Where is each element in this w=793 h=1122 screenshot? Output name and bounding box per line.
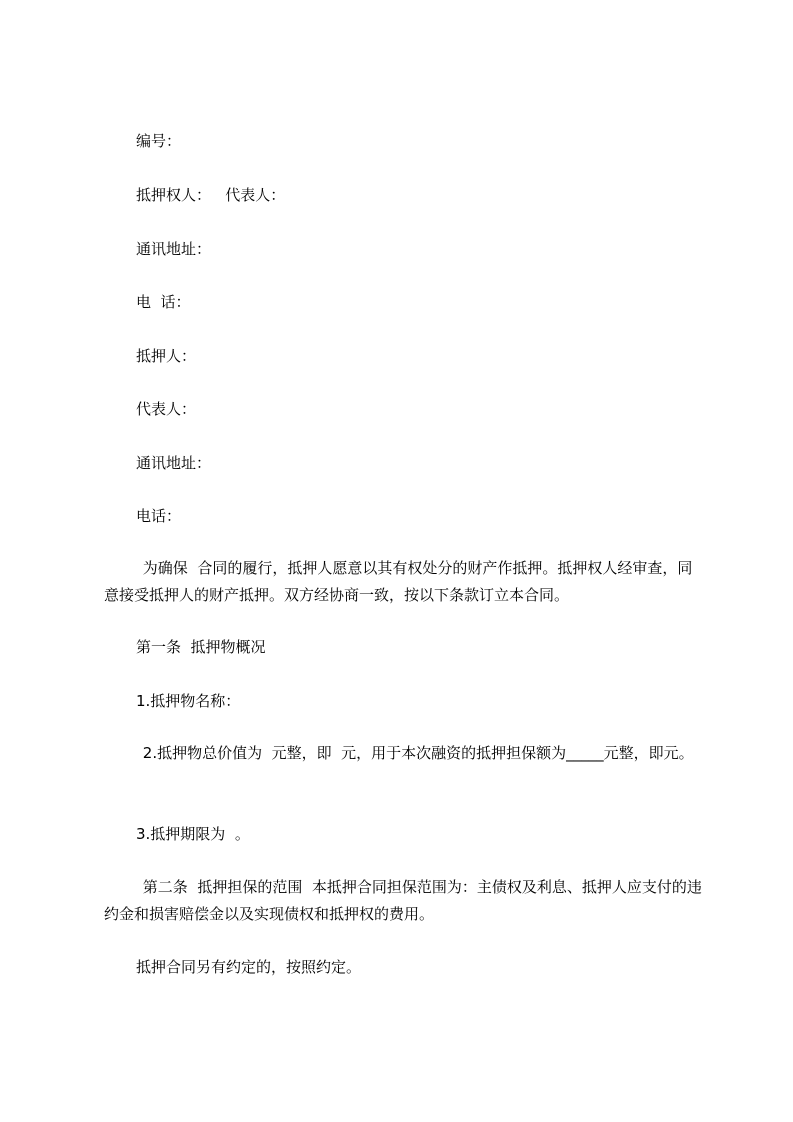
contract-number-label: 编号： — [136, 132, 182, 150]
mortgagor-label: 抵押人： — [136, 347, 197, 365]
mortgagee-phone-label: 电 话： — [136, 293, 191, 311]
mortgagor-phone-label: 电话： — [136, 507, 182, 525]
article-2-paragraph: 第二条 抵押担保的范围 本抵押合同担保范围为：主债权及利息、抵押人应支付的违约金和损害赔偿金以及实现债权和抵押权的费用。 — [104, 878, 702, 923]
article-1-item-2: 2.抵押物总价值为 元整，即 元，用于本次融资的抵押担保额为_____元整，即元。 — [138, 744, 694, 762]
article-1-item-1: 1.抵押物名称： — [136, 692, 241, 710]
closing-line: 抵押合同另有约定的，按照约定。 — [136, 958, 362, 976]
intro-paragraph: 为确保 合同的履行，抵押人愿意以其有权处分的财产作抵押。抵押权人经审查，同意接受抵押人的财产抵押。双方经协商一致，按以下条款订立本合同。 — [104, 559, 693, 604]
article-1-item-3: 3.抵押期限为 。 — [136, 825, 250, 843]
mortgagee-and-representative-label: 抵押权人： 代表人： — [136, 186, 286, 204]
mortgagor-address-label: 通讯地址： — [136, 454, 212, 472]
mortgagee-address-label: 通讯地址： — [136, 240, 212, 258]
article-1-title: 第一条 抵押物概况 — [136, 638, 266, 656]
mortgagor-representative-label: 代表人： — [136, 400, 197, 418]
